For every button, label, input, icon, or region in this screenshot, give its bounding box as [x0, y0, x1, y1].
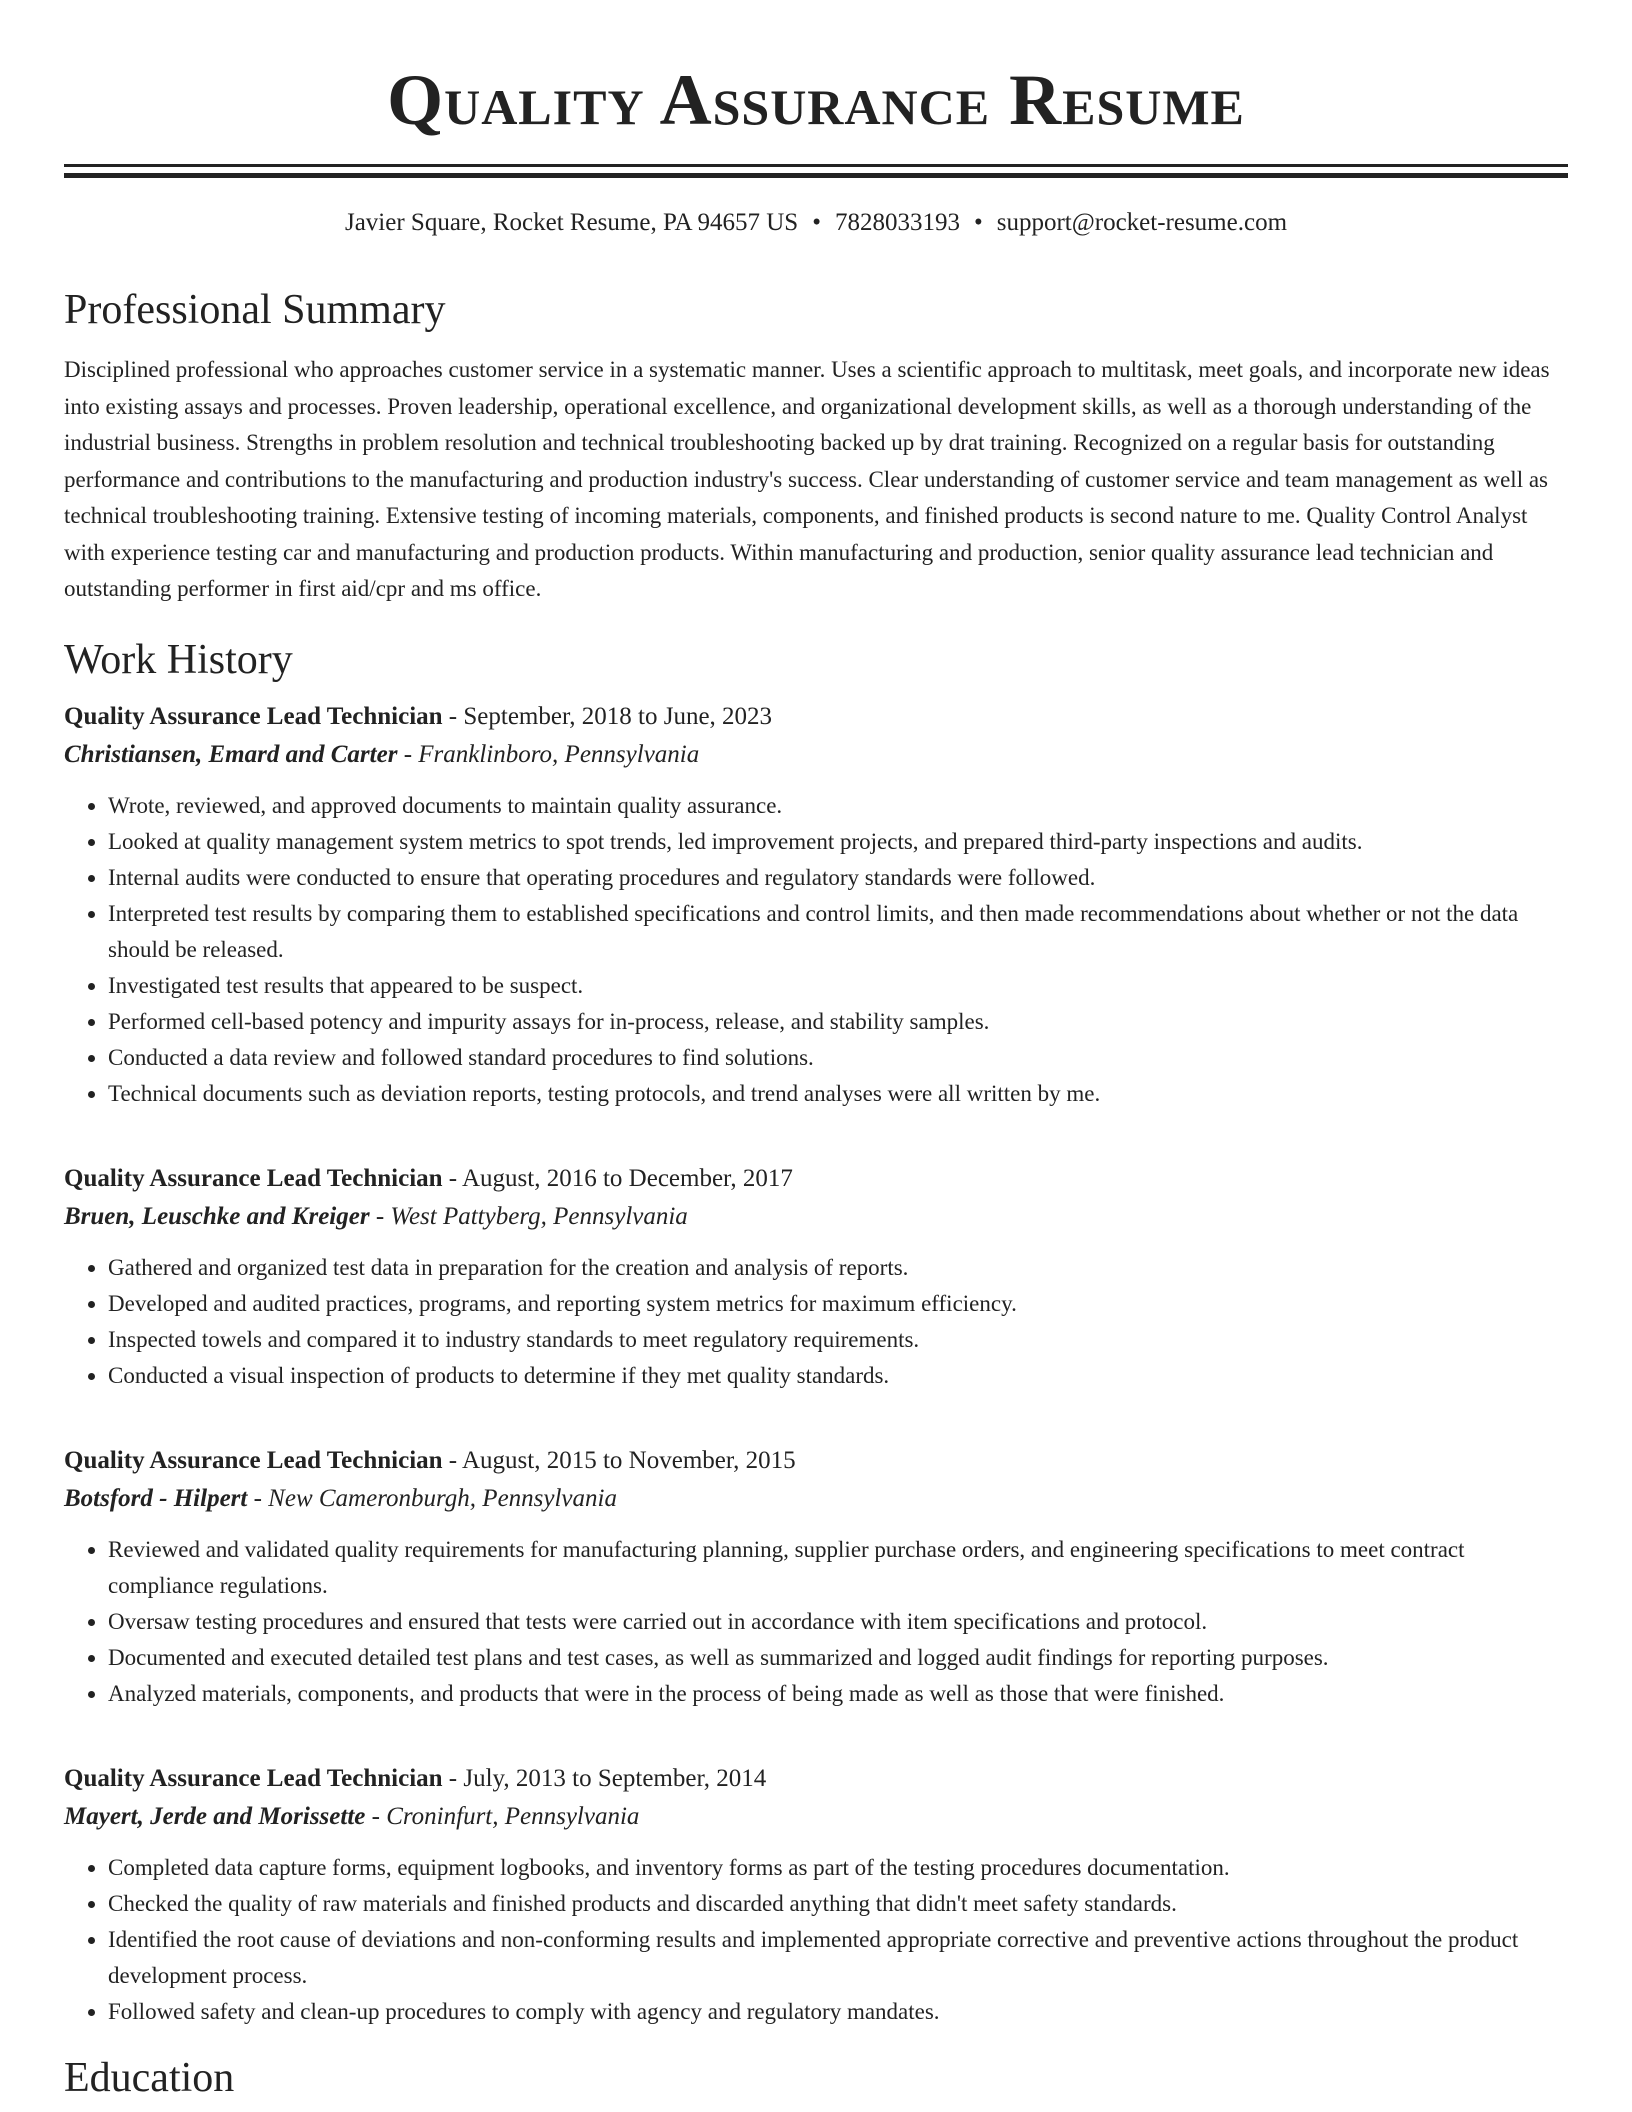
job-company-line	[64, 1798, 1568, 1836]
title-divider-thin	[64, 164, 1568, 167]
job-bullets	[64, 788, 1568, 1112]
job-title-line	[64, 1442, 1568, 1480]
summary-heading: Professional Summary	[64, 287, 446, 333]
job-company: Christiansen, Emard and Carter	[64, 740, 398, 768]
education-heading: Education	[64, 2054, 235, 2101]
job-bullet: • Reviewed and validated quality requirements for manufacturing planning, supplier purchase orders, and engineering specifications to meet contract compliance regulations.	[108, 1532, 1568, 1604]
job-company-line	[64, 1198, 1568, 1236]
job-bullet: • Oversaw testing procedures and ensured that tests were carried out in accordance with item specifications and protocol.	[108, 1604, 1568, 1640]
job-title-line	[64, 698, 1568, 736]
job-bullet: • Completed data capture forms, equipment logbooks, and inventory forms as part of the testing procedures documentation.	[108, 1850, 1568, 1886]
job-bullet: • Performed cell-based potency and impurity assays for in-process, release, and stability samples.	[108, 1004, 1568, 1040]
job-location: - New Cameronburgh, Pennsylvania	[247, 1484, 617, 1512]
job-bullet: • Gathered and organized test data in preparation for the creation and analysis of reports.	[108, 1250, 1568, 1286]
job-company: Mayert, Jerde and Morissette	[64, 1802, 366, 1830]
job-bullet: • Conducted a visual inspection of products to determine if they met quality standards.	[108, 1358, 1568, 1394]
job-company-line	[64, 736, 1568, 774]
contact-phone: 7828033193	[834, 209, 960, 236]
job-bullet: • Analyzed materials, components, and products that were in the process of being made as well as those that were finished.	[108, 1676, 1568, 1712]
job-dates: - September, 2018 to June, 2023	[442, 702, 773, 730]
job-location: - West Pattyberg, Pennsylvania	[369, 1202, 688, 1230]
job-title-line	[64, 1760, 1568, 1798]
job-bullet: • Technical documents such as deviation reports, testing protocols, and trend analyses were all written by me.	[108, 1076, 1568, 1112]
job-location: - Franklinboro, Pennsylvania	[397, 740, 700, 768]
title-divider-thick	[64, 173, 1568, 178]
job-entry	[64, 1760, 1568, 2030]
contact-separator: •	[973, 209, 983, 236]
job-title: Quality Assurance Lead Technician	[64, 1446, 443, 1474]
job-dates: - August, 2015 to November, 2015	[442, 1446, 796, 1474]
job-title: Quality Assurance Lead Technician	[64, 1764, 443, 1792]
job-title-line	[64, 1160, 1568, 1198]
job-bullet: • Interpreted test results by comparing them to established specifications and control limits, and then made recommendations about whether or not the data should be released.	[108, 896, 1568, 968]
job-bullet: • Internal audits were conducted to ensure that operating procedures and regulatory standards were followed.	[108, 860, 1568, 896]
job-bullet: • Documented and executed detailed test plans and test cases, as well as summarized and logged audit findings for reporting purposes.	[108, 1640, 1568, 1676]
job-bullet: • Investigated test results that appeared to be suspect.	[108, 968, 1568, 1004]
job-bullet: • Inspected towels and compared it to industry standards to meet regulatory requirements.	[108, 1322, 1568, 1358]
job-title: Quality Assurance Lead Technician	[64, 1164, 443, 1192]
resume-title: Quality Assurance Resume	[387, 60, 1245, 140]
job-bullet: • Looked at quality management system metrics to spot trends, led improvement projects, and prepared third-party inspections and audits.	[108, 824, 1568, 860]
job-company-line	[64, 1480, 1568, 1518]
job-title: Quality Assurance Lead Technician	[64, 702, 443, 730]
contact-line	[64, 206, 1568, 240]
job-bullet: • Conducted a data review and followed standard procedures to find solutions.	[108, 1040, 1568, 1076]
contact-address: Javier Square, Rocket Resume, PA 94657 US	[344, 209, 799, 236]
job-entry	[64, 1442, 1568, 1712]
job-dates: - August, 2016 to December, 2017	[442, 1164, 793, 1192]
job-bullet: • Developed and audited practices, programs, and reporting system metrics for maximum efficiency.	[108, 1286, 1568, 1322]
summary-text: Disciplined professional who approaches customer service in a systematic manner. Uses a scientific approach to multitask, meet goals, and incorporate new ideas into existing assays and processes. Proven leadership, operational excellence, and organizational development skills, as well as a thorough understanding of the industrial business. Strengths in problem resolution and technical troubleshooting backed up by drat training. Recognized on a regular basis for outstanding performance and contributions to the manufacturing and production industry's success. Clear understanding of customer service and team management as well as technical troubleshooting training. Extensive testing of incoming materials, components, and finished products is second nature to me. Quality Control Analyst with experience testing car and manufacturing and production products. Within manufacturing and production, senior quality assurance lead technician and outstanding performer in first aid/cpr and ms office.	[64, 357, 1550, 601]
job-company: Botsford - Hilpert	[64, 1484, 248, 1512]
job-bullet: • Followed safety and clean-up procedures to comply with agency and regulatory mandates.	[108, 1994, 1568, 2030]
job-bullets	[64, 1250, 1568, 1394]
job-entry	[64, 1160, 1568, 1394]
job-bullet: • Checked the quality of raw materials and finished products and discarded anything that didn't meet safety standards.	[108, 1886, 1568, 1922]
work-history-heading: Work History	[64, 636, 293, 683]
job-location: - Croninfurt, Pennsylvania	[365, 1802, 640, 1830]
job-dates: - July, 2013 to September, 2014	[442, 1764, 767, 1792]
job-bullets	[64, 1850, 1568, 2030]
job-company: Bruen, Leuschke and Kreiger	[64, 1202, 370, 1230]
job-bullet: • Identified the root cause of deviations and non-conforming results and implemented appropriate corrective and preventive actions throughout the product development process.	[108, 1922, 1568, 1994]
contact-email: support@rocket-resume.com	[996, 209, 1288, 236]
contact-separator: •	[812, 209, 821, 236]
job-entry	[64, 698, 1568, 1112]
job-bullets	[64, 1532, 1568, 1712]
job-bullet: • Wrote, reviewed, and approved documents to maintain quality assurance.	[108, 788, 1568, 824]
